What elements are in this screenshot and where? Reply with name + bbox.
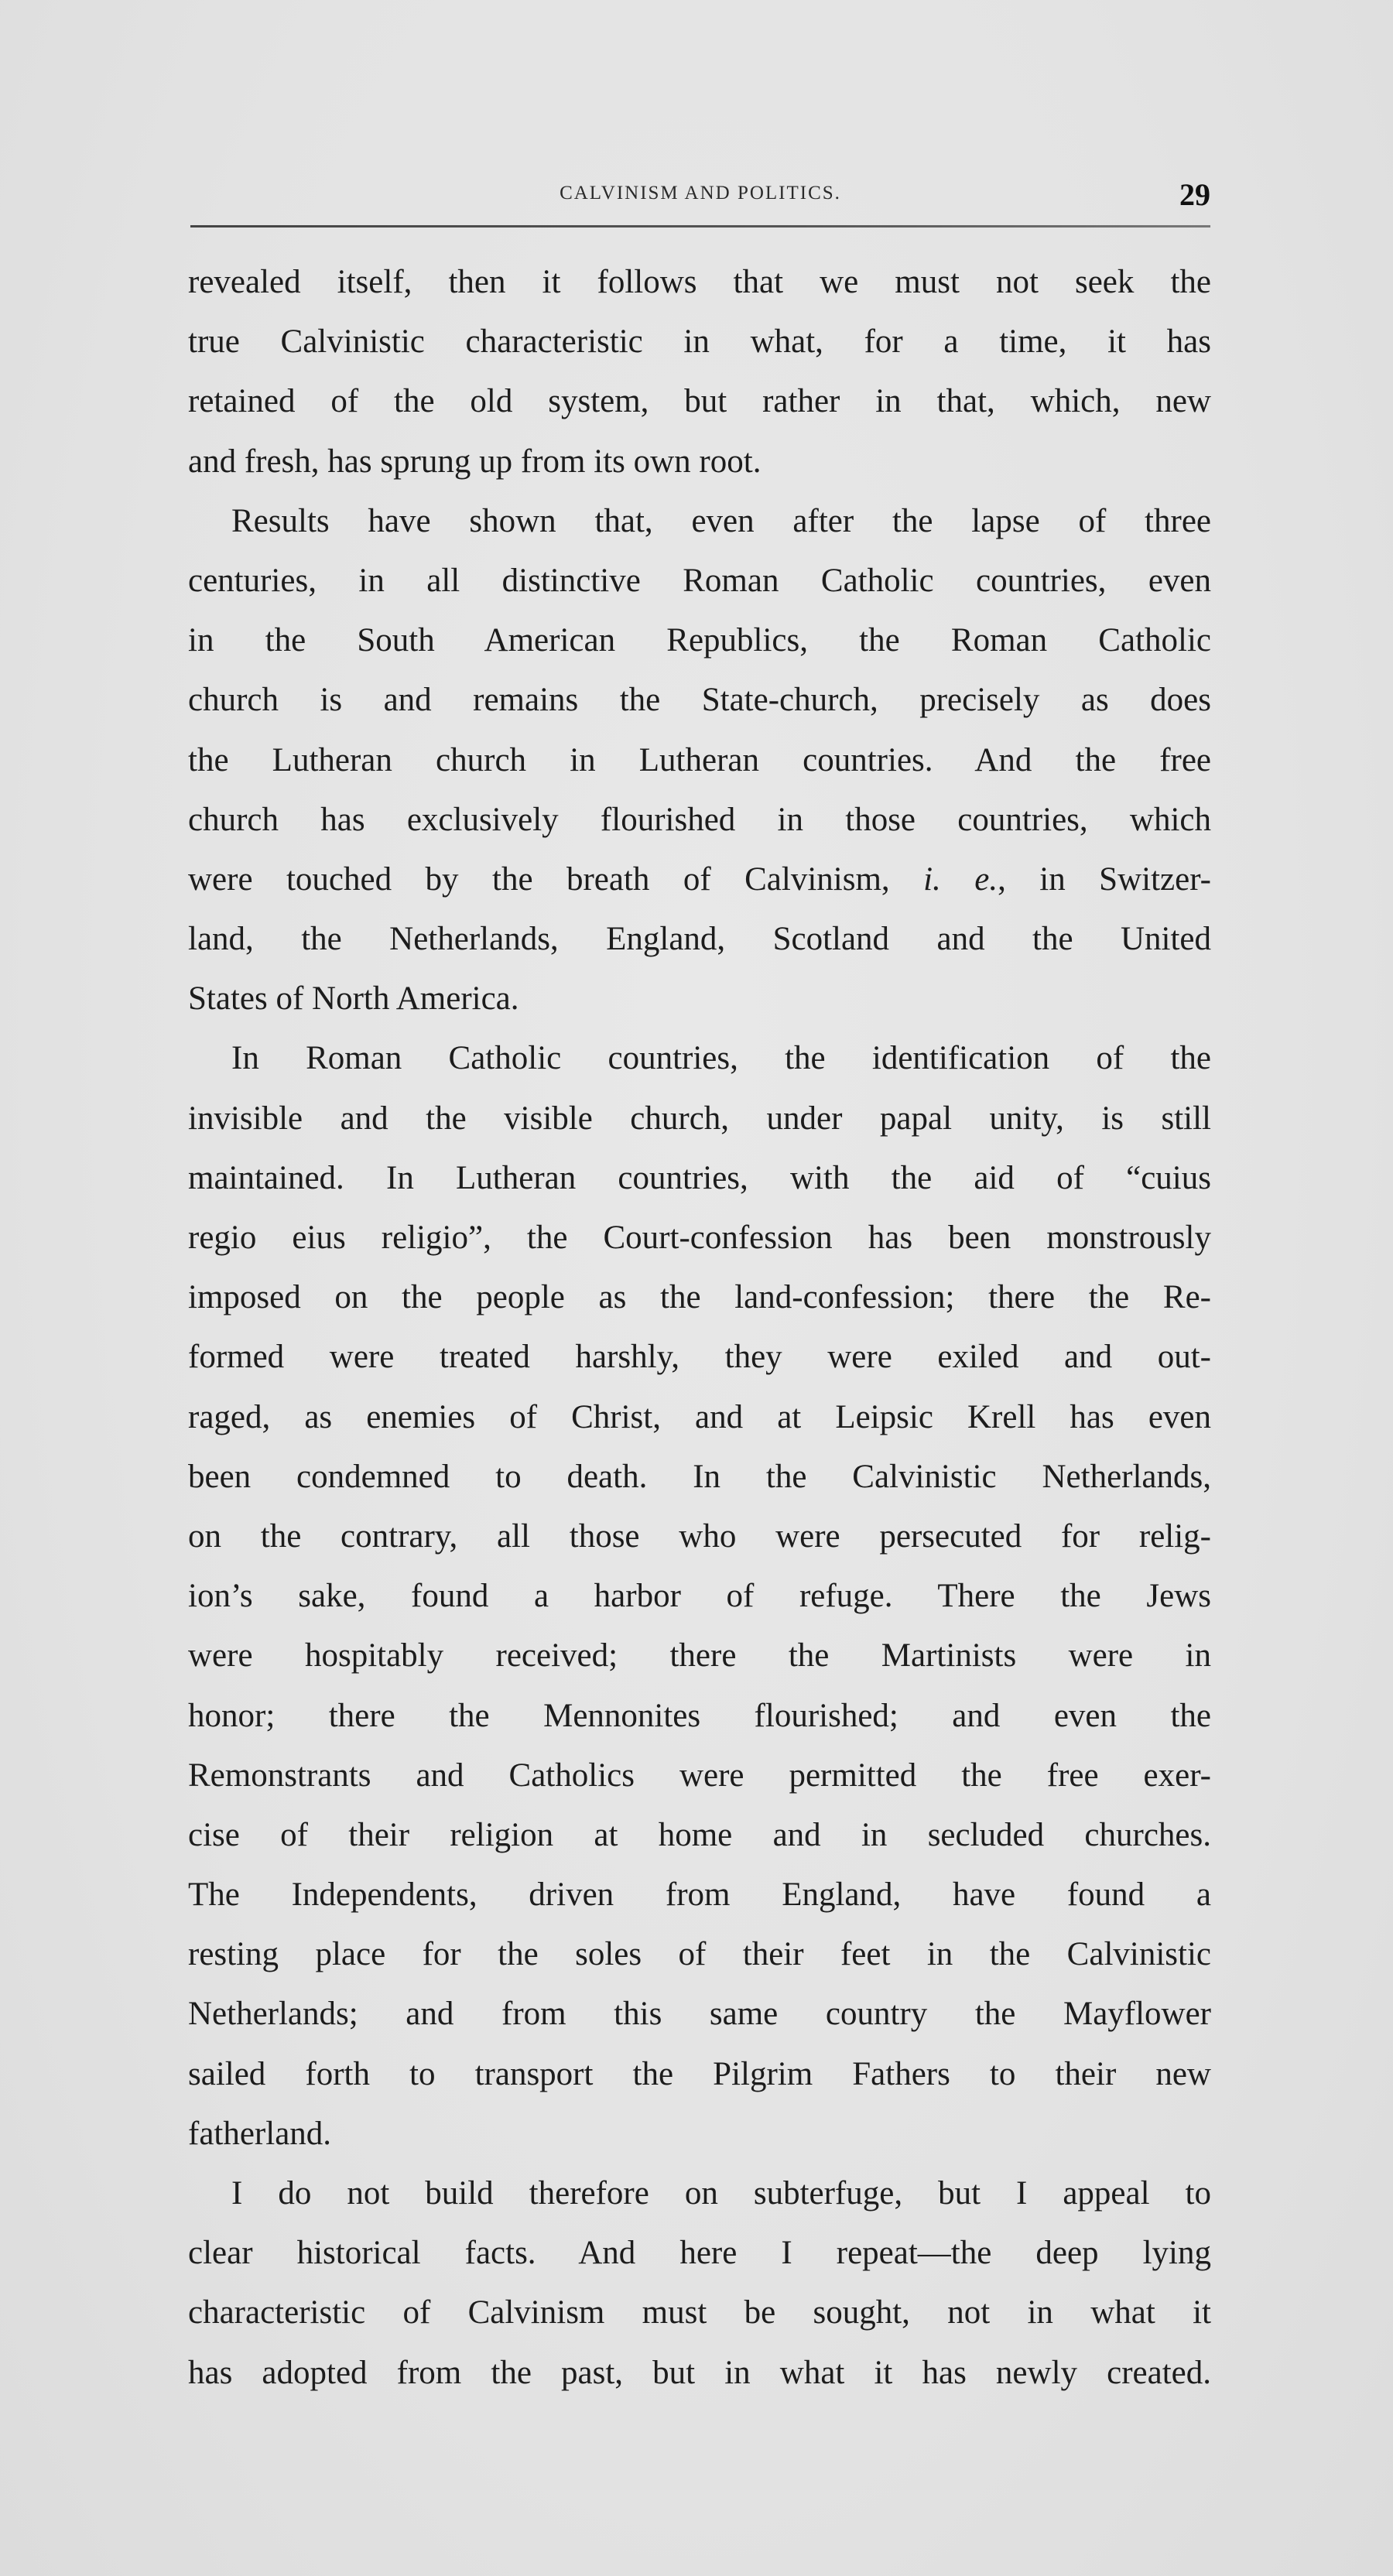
text-line: cise of their religion at home and in secluded churches. <box>188 1816 1211 1853</box>
text-line: I do not build therefore on subterfuge, but I appeal to <box>231 2175 1211 2212</box>
running-title: CALVINISM AND POLITICS. <box>560 183 841 204</box>
text-line: characteristic of Calvinism must be sought, not in what it <box>188 2294 1211 2331</box>
text-line: ion’s sake, found a harbor of refuge. There the Jews <box>188 1578 1211 1615</box>
text-line: formed were treated harshly, they were exiled and out- <box>188 1339 1211 1376</box>
text-line: States of North America. <box>188 980 519 1018</box>
text-line: Netherlands; and from this same country the Mayflower <box>188 1996 1211 2033</box>
text-line: regio eius religio”, the Court-confession has been monstrously <box>188 1220 1211 1256</box>
text-line: The Independents, driven from England, have found a <box>188 1876 1211 1914</box>
text-line: has adopted from the past, but in what it has newly created. <box>188 2354 1211 2391</box>
text-line: were touched by the breath of Calvinism, i. e., in Switzer- <box>188 860 1211 898</box>
body-text <box>188 252 1211 2403</box>
paragraph-3 <box>188 1028 1211 2164</box>
text-line: invisible and the visible church, under papal unity, is still <box>188 1100 1211 1137</box>
text-line: centuries, in all distinctive Roman Catholic countries, even <box>188 562 1211 599</box>
page-number: 29 <box>1179 177 1210 212</box>
text-line: the Lutheran church in Lutheran countries. And the free <box>188 741 1211 778</box>
paragraph-4 <box>188 2164 1211 2403</box>
text-line: church has exclusively flourished in those countries, which <box>188 801 1211 838</box>
text-line: In Roman Catholic countries, the identification of the <box>231 1040 1211 1077</box>
text-line: honor; there the Mennonites flourished; and even the <box>188 1697 1211 1734</box>
text-line: revealed itself, then it follows that we must not seek the <box>188 264 1211 300</box>
text-line: resting place for the soles of their feet in the Calvinistic <box>188 1936 1211 1973</box>
paragraph-1 <box>188 252 1211 491</box>
text-line: and fresh, has sprung up from its own root. <box>188 443 762 480</box>
header-rule <box>190 225 1210 227</box>
text-line: Remonstrants and Catholics were permitted the free exer- <box>188 1757 1211 1794</box>
text-line: were hospitably received; there the Martinists were in <box>188 1637 1211 1675</box>
italic-abbreviation: i. e. <box>923 860 998 898</box>
text-line: in the South American Republics, the Roman Catholic <box>188 622 1211 659</box>
text-line: retained of the old system, but rather in that, which, new <box>188 383 1211 420</box>
running-head <box>190 176 1210 210</box>
paragraph-2 <box>188 491 1211 1029</box>
text-line: land, the Netherlands, England, Scotland and the United <box>188 921 1211 958</box>
text-line: maintained. In Lutheran countries, with the aid of “cuius <box>188 1159 1211 1196</box>
text-line: on the contrary, all those who were persecuted for relig- <box>188 1517 1211 1555</box>
text-line: raged, as enemies of Christ, and at Leipsic Krell has even <box>188 1398 1211 1435</box>
text-line: fatherland. <box>188 2115 332 2152</box>
text-line: imposed on the people as the land-confession; there the Re- <box>188 1279 1211 1316</box>
text-line: clear historical facts. And here I repeat—the deep lying <box>188 2235 1211 2272</box>
text-line: church is and remains the State-church, precisely as does <box>188 682 1211 719</box>
text-line: been condemned to death. In the Calvinistic Netherlands, <box>188 1458 1211 1495</box>
text-line: true Calvinistic characteristic in what, for a time, it has <box>188 323 1211 361</box>
text-line: Results have shown that, even after the lapse of three <box>231 502 1211 539</box>
text-line: sailed forth to transport the Pilgrim Fathers to their new <box>188 2055 1211 2092</box>
